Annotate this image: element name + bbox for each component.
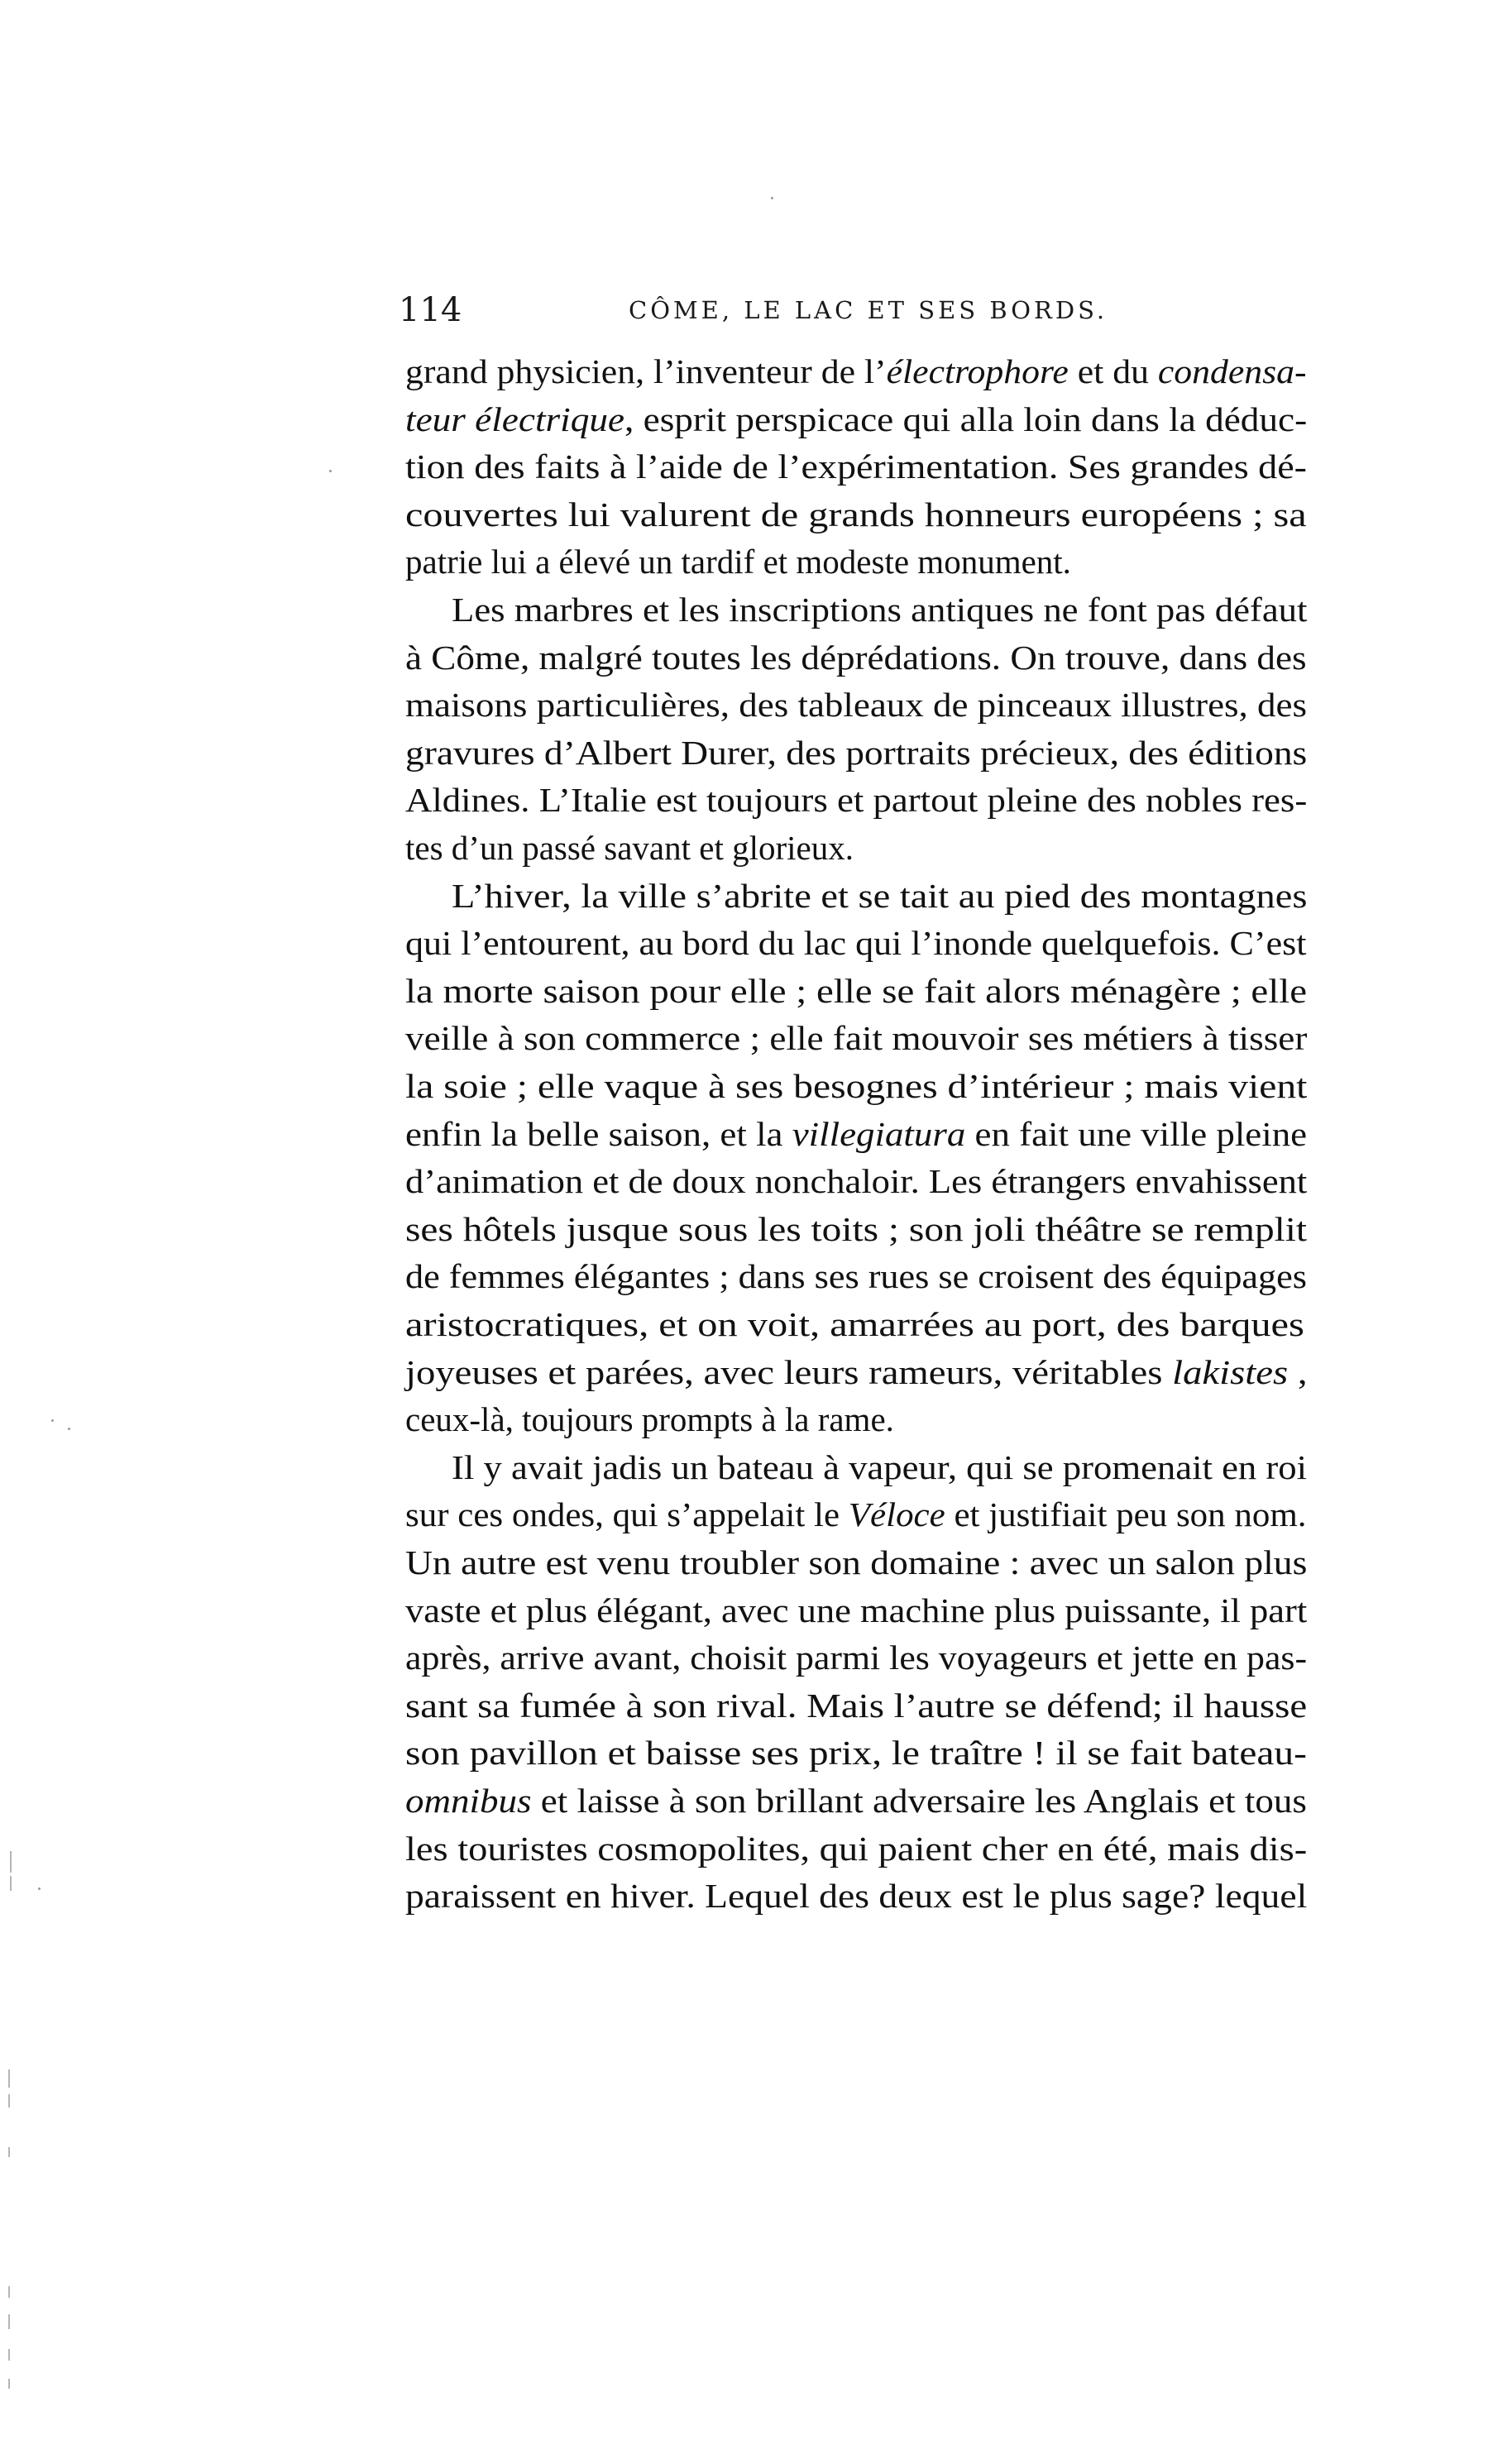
text-line: enfin la belle saison, et la villegiatura en fait une ville pleine: [405, 1114, 1308, 1153]
scan-edge-mark: [8, 2314, 10, 2329]
text-line: de femmes élégantes ; dans ses rues se croisent des équipages: [405, 1257, 1307, 1296]
text-line: Aldines. L’Italie est toujours et partout pleine des nobles res-: [405, 781, 1308, 820]
page-number: 114: [399, 291, 462, 329]
text-line: couvertes lui valurent de grands honneurs européens ; sa: [405, 495, 1307, 533]
text-line: patrie lui a élevé un tardif et modeste monument.: [405, 543, 1071, 581]
scan-edge-mark: [10, 1876, 12, 1891]
text-line: ses hôtels jusque sous les toits ; son joli théâtre se remplit: [405, 1209, 1308, 1248]
text-line: son pavillon et baisse ses prix, le traître ! il se fait bateau-: [405, 1734, 1307, 1773]
scan-speck: [68, 1428, 70, 1430]
text-line: après, arrive avant, choisit parmi les voyageurs et jette en pas-: [405, 1639, 1308, 1677]
text-line: maisons particulières, des tableaux de pinceaux illustres, des: [405, 686, 1307, 725]
scan-edge-mark: [8, 2147, 10, 2157]
text-line: la soie ; elle vaque à ses besognes d’intérieur ; mais vient: [405, 1067, 1308, 1105]
scan-edge-mark: [8, 2094, 10, 2107]
text-line: omnibus et laisse à son brillant adversaire les Anglais et tous: [405, 1782, 1307, 1820]
text-line: ceux-là, toujours prompts à la rame.: [405, 1400, 894, 1439]
scan-speck: [38, 1887, 41, 1890]
text-line: joyeuses et parées, avec leurs rameurs, véritables lakistes ,: [405, 1352, 1308, 1391]
scan-edge-mark: [8, 2379, 10, 2389]
text-line: tion des faits à l’aide de l’expérimentation. Ses grandes dé-: [405, 447, 1308, 486]
scan-edge-mark: [8, 2286, 10, 2298]
scan-edge-mark: [8, 2349, 10, 2361]
text-line: sant sa fumée à son rival. Mais l’autre se défend; il hausse: [405, 1686, 1308, 1725]
scan-speck: [51, 1419, 54, 1422]
scan-edge-mark: [8, 2069, 10, 2088]
text-line: à Côme, malgré toutes les déprédations. On trouve, dans des: [405, 638, 1307, 677]
text-line: veille à son commerce ; elle fait mouvoir ses métiers à tisser: [405, 1019, 1308, 1058]
scan-speck: [329, 470, 332, 472]
text-line: les touristes cosmopolites, qui paient cher en été, mais dis-: [405, 1829, 1308, 1868]
text-line: aristocratiques, et on voit, amarrées au port, des barques: [405, 1305, 1304, 1343]
text-line: teur électrique, esprit perspicace qui alla loin dans la déduc-: [405, 399, 1308, 438]
text-line: la morte saison pour elle ; elle se fait alors ménagère ; elle: [405, 971, 1308, 1010]
text-line: d’animation et de doux nonchaloir. Les étrangers envahissent: [405, 1162, 1308, 1201]
text-line: vaste et plus élégant, avec une machine plus puissante, il part: [405, 1591, 1308, 1629]
scan-speck: [771, 197, 773, 199]
running-head: CÔME, LE LAC ET SES BORDS.: [629, 296, 1108, 324]
text-line: qui l’entourent, au bord du lac qui l’inonde quelquefois. C’est: [405, 924, 1307, 963]
text-line: Un autre est venu troubler son domaine : avec un salon plus: [405, 1543, 1308, 1581]
text-line: L’hiver, la ville s’abrite et se tait au pied des montagnes: [452, 876, 1308, 915]
text-line: gravures d’Albert Durer, des portraits précieux, des éditions: [405, 733, 1308, 772]
text-line: grand physicien, l’inventeur de l’électrophore et du condensa-: [405, 352, 1307, 390]
text-line: tes d’un passé savant et glorieux.: [405, 829, 854, 867]
text-line: Il y avait jadis un bateau à vapeur, qui se promenait en roi: [452, 1447, 1308, 1486]
text-line: sur ces ondes, qui s’appelait le Véloce et justifiait peu son nom.: [405, 1495, 1307, 1534]
text-line: paraissent en hiver. Lequel des deux est le plus sage? lequel: [405, 1877, 1308, 1916]
scan-edge-mark: [10, 1851, 12, 1873]
text-line: Les marbres et les inscriptions antiques ne font pas défaut: [452, 591, 1308, 629]
page-header: [399, 291, 1127, 341]
